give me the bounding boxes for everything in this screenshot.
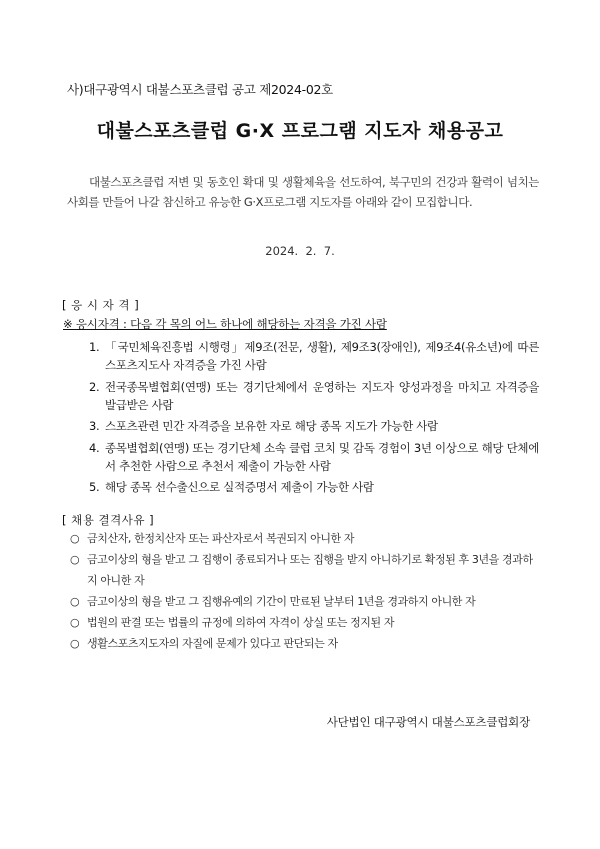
list-item-number: 1. (89, 340, 100, 354)
list-item-number: 4. (89, 440, 100, 455)
circle-bullet-icon: ○ (70, 595, 80, 608)
signature-line: 사단법인 대구광역시 대불스포츠클럽회장 (326, 715, 530, 729)
circle-bullet-icon: ○ (70, 637, 80, 650)
list-item (70, 633, 540, 654)
list-item-text: 금고이상의 형을 받고 그 집행이 종료되거나 또는 집행을 받지 아니하기로 확정된 후 3년을 경과하지 아니한 자 (87, 553, 533, 587)
list-item (89, 439, 539, 475)
list-item (70, 591, 540, 612)
list-item-text: 금고이상의 형을 받고 그 집행유예의 기간이 만료된 날부터 1년을 경과하지 아니한 자 (87, 595, 476, 608)
list-item (70, 612, 540, 633)
notice-number: 사)대구광역시 대불스포츠클럽 공고 제2024-02호 (67, 82, 333, 97)
disqualifications-heading: [ 채용 결격사유 ] (62, 513, 155, 527)
list-item-number: 2. (89, 379, 100, 394)
list-item-number: 3. (89, 419, 100, 434)
circle-bullet-icon: ○ (70, 616, 80, 629)
list-item-text: 법원의 판결 또는 법률의 규정에 의하여 자격이 상실 또는 정지된 자 (87, 616, 395, 629)
list-item (89, 338, 539, 374)
qualifications-heading: [ 응 시 자 격 ] (62, 298, 140, 312)
list-item (89, 378, 539, 414)
list-item (89, 417, 539, 435)
circle-bullet-icon: ○ (70, 532, 80, 545)
list-item-text: 금치산자, 한정치산자 또는 파산자로서 복권되지 아니한 자 (87, 532, 355, 545)
list-item-text: 해당 종목 선수출신으로 실적증명서 제출이 가능한 사람 (105, 480, 374, 495)
intro-paragraph: 대불스포츠클럽 저변 및 동호인 확대 및 생활체육을 선도하여, 북구민의 건강과 활력이 넘치는 사회를 만들어 나갈 참신하고 유능한 G·X프로그램 지도자를 아래와 같이 모집합니다. (67, 175, 539, 209)
list-item-text: 전국종목별협회(연맹) 또는 경기단체에서 운영하는 지도자 양성과정을 마치고 자격증을 발급받은 사람 (105, 379, 539, 412)
notice-date: 2024. 2. 7. (265, 244, 335, 258)
page-title: 대불스포츠클럽 G·X 프로그램 지도자 채용공고 (96, 120, 504, 142)
disqualifications-list (70, 528, 540, 654)
list-item (89, 478, 539, 496)
list-item-text: 종목별협회(연맹) 또는 경기단체 소속 클럽 코치 및 감독 경험이 3년 이상으로 해당 단체에서 추천한 사람으로 추천서 제출이 가능한 사람 (105, 440, 539, 473)
list-item-text: 생활스포츠지도자의 자질에 문제가 있다고 판단되는 자 (87, 637, 338, 650)
list-item-number: 5. (89, 480, 100, 495)
list-item (70, 549, 540, 591)
qualifications-note: ※ 응시자격 : 다음 각 목의 어느 하나에 해당하는 자격을 가진 사람 (63, 317, 387, 331)
qualifications-list (89, 338, 539, 500)
list-item (70, 528, 540, 549)
list-item-text: 스포츠관련 민간 자격증을 보유한 자로 해당 종목 지도가 가능한 사람 (105, 419, 438, 434)
circle-bullet-icon: ○ (70, 553, 80, 566)
list-item-text: 「국민체육진흥법 시행령」제9조(전문, 생활), 제9조3(장애인), 제9조4(유소년)에 따른 스포츠지도사 자격증을 가진 사람 (105, 340, 539, 373)
